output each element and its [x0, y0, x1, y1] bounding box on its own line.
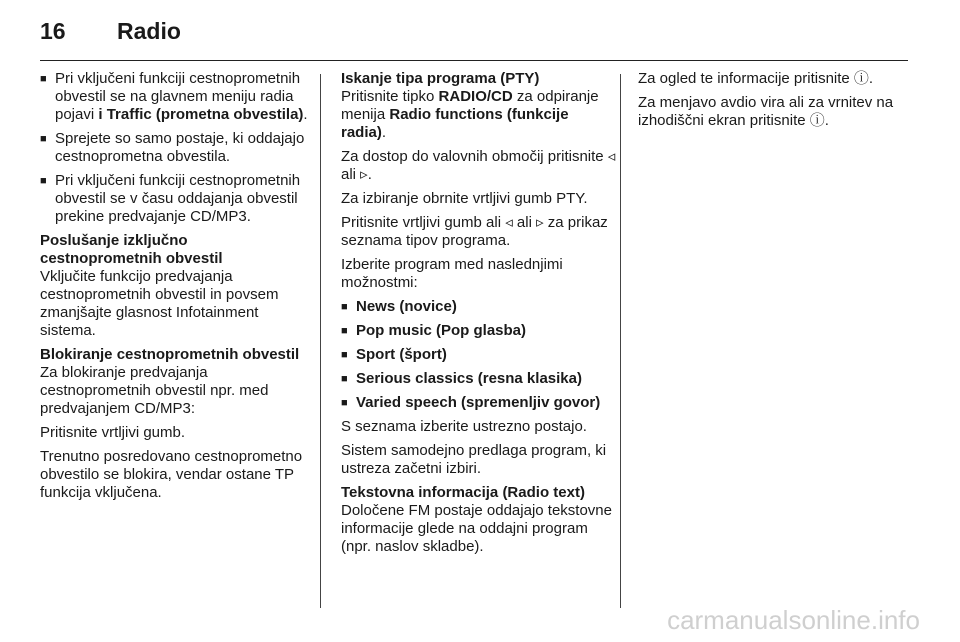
paragraph: Pritisnite vrtljivi gumb ali ◃ ali ▹ za prikaz seznama tipov programa.: [341, 214, 608, 249]
paragraph: Pritisnite tipko RADIO/CD za odpiranje menija Radio functions (funkcije radia).: [341, 88, 599, 141]
paragraph: S seznama izberite ustrezno postajo.: [341, 418, 587, 435]
section-heading: Tekstovna informacija (Radio text): [341, 484, 585, 501]
column-divider: [320, 74, 321, 608]
paragraph: Za izbiranje obrnite vrtljivi gumb PTY.: [341, 190, 588, 207]
column-right: [638, 70, 908, 136]
column-left: [40, 70, 312, 508]
bullet-list: [40, 70, 312, 226]
paragraph: Za dostop do valovnih območij pritisnite ◃ ali ▹.: [341, 148, 616, 183]
paragraph: Trenutno posredovano cestnoprometno obvestilo se blokira, vendar ostane TP funkcija vključena.: [40, 448, 303, 501]
list-item: ■ Sport (šport): [341, 346, 617, 364]
paragraph: Pritisnite vrtljivi gumb.: [40, 424, 186, 441]
page-number: 16: [40, 18, 66, 44]
paragraph: Vključite funkcijo predvajanja cestnoprometnih obvestil in povsem zmanjšajte glasnost Infotainment sistema.: [40, 268, 279, 339]
paragraph: Izberite program med naslednjimi možnostmi:: [341, 256, 563, 291]
section-heading: Poslušanje izključno cestnoprometnih obvestil: [40, 232, 223, 267]
column-divider: [620, 74, 621, 608]
option-list: [341, 298, 617, 412]
header-rule: [40, 60, 908, 61]
list-item: ■ Serious classics (resna klasika): [341, 370, 617, 388]
column-middle: [341, 70, 617, 562]
section-heading: Iskanje tipa programa (PTY): [341, 70, 540, 87]
page-title: Radio: [117, 18, 181, 44]
watermark: carmanualsonline.info: [667, 605, 920, 635]
paragraph: Za ogled te informacije pritisnite ⓘ.: [638, 70, 874, 87]
section-heading: Blokiranje cestnoprometnih obvestil: [40, 346, 300, 363]
list-item: ■ Pri vključeni funkciji cestnoprometnih obvestil se na glavnem meniju radia pojavi i Traffic (prometna obvestila).: [40, 70, 312, 124]
paragraph: Za blokiranje predvajanja cestnoprometnih obvestil npr. med predvajanjem CD/MP3:: [40, 364, 269, 417]
list-item: ■ Pop music (Pop glasba): [341, 322, 617, 340]
list-item: ■ Sprejete so samo postaje, ki oddajajo cestnoprometna obvestila.: [40, 130, 312, 166]
list-item: ■ Varied speech (spremenljiv govor): [341, 394, 617, 412]
list-item: ■ Pri vključeni funkciji cestnoprometnih obvestil se v času oddajanja obvestil prekine predvajanje CD/MP3.: [40, 172, 312, 226]
paragraph: Določene FM postaje oddajajo tekstovne informacije glede na oddajni program (npr. naslov skladbe).: [341, 502, 612, 555]
list-item: ■ News (novice): [341, 298, 617, 316]
paragraph: Sistem samodejno predlaga program, ki ustreza začetni izbiri.: [341, 442, 607, 477]
page-header: [40, 18, 181, 45]
paragraph: Za menjavo avdio vira ali za vrnitev na izhodiščni ekran pritisnite ⓘ.: [638, 94, 894, 129]
